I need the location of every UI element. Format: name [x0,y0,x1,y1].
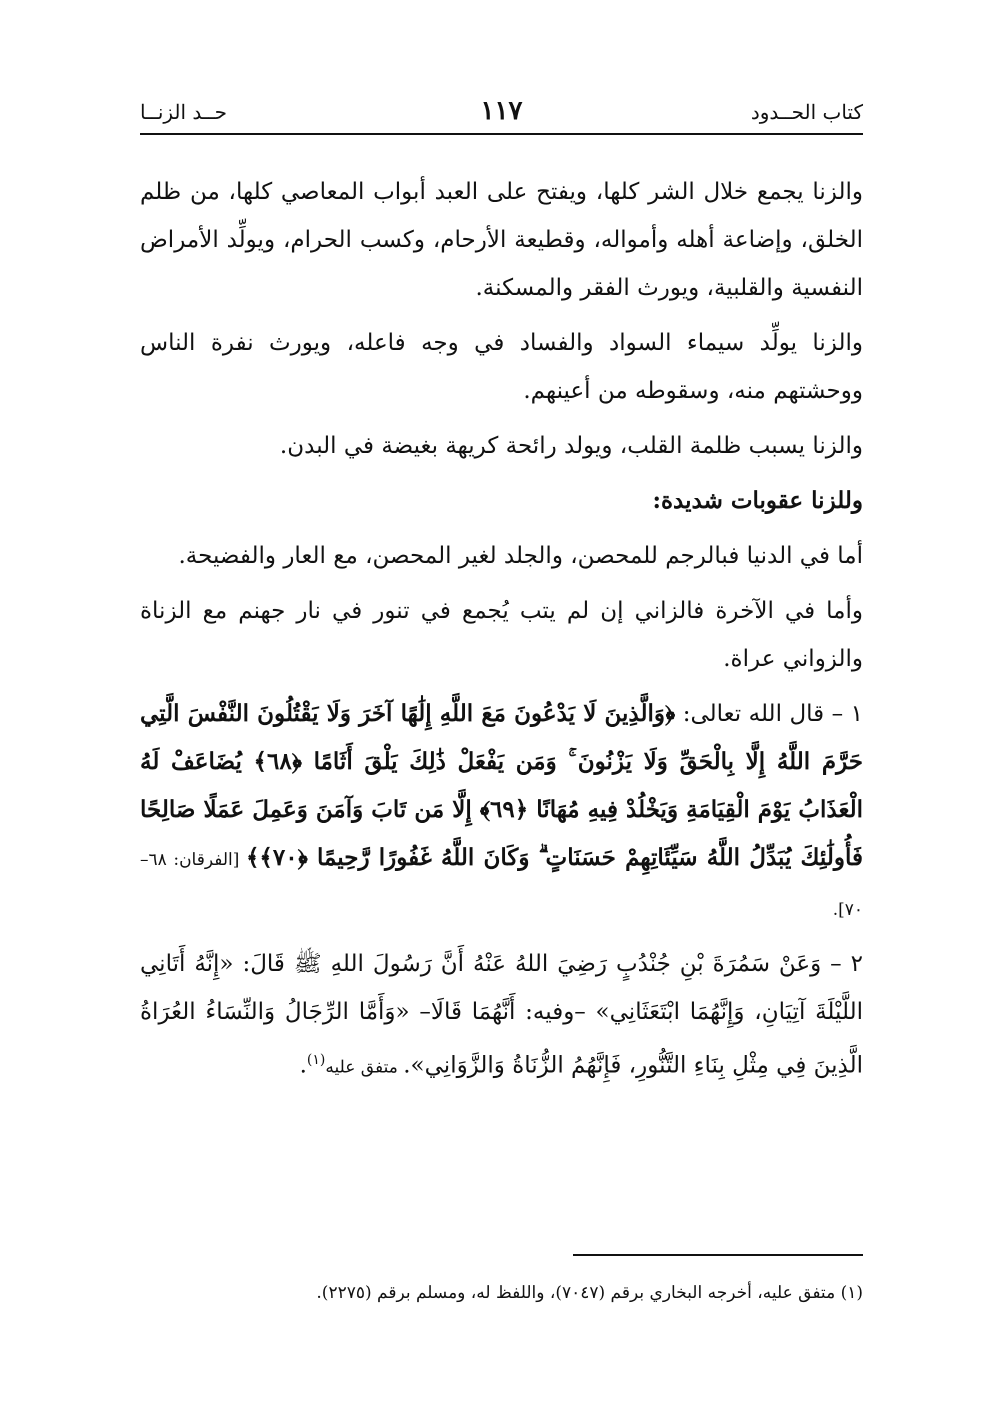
paragraph-2: والزنا يولِّد سيماء السواد والفساد في وجه فاعله، ويورث نفرة الناس ووحشتهم منه، وسقوطه من أعينهم. [140,330,863,404]
paragraph-5: وأما في الآخرة فالزاني إن لم يتب يُجمع في تنور في نار جهنم مع الزناة والزواني عراة. [140,598,863,672]
paragraph-1: والزنا يجمع خلال الشر كلها، ويفتح على العبد أبواب المعاصي كلها، من ظلم الخلق، وإضاعة أهله وأمواله، وقطيعة الأرحام، وكسب الحرام، ويولِّد الأمراض النفسية والقلبية، ويورث الفقر والمسكنة. [140,179,863,301]
surah-reference: [الفرقان: ٦٨–٧٠]. [140,850,863,920]
header-rule [140,133,863,135]
item-1-intro: ١ – قال الله تعالى: [675,701,863,727]
footnote: (١) متفق عليه، أخرجه البخاري برقم (٧٠٤٧)، واللفظ له، ومسلم برقم (٢٢٧٥). [316,1283,863,1303]
subheading: وللزنا عقوبات شديدة: [652,487,863,514]
footnote-rule [573,1254,863,1256]
item-1 [140,690,863,934]
main-content [140,168,863,1098]
book-title: كتاب الحــدود [750,100,863,124]
numbered-list [140,690,863,1092]
paragraph-4: أما في الدنيا فبالرجم للمحصن، والجلد لغير المحصن، مع العار والفضيحة. [178,543,863,569]
quran-verse: ﴿وَالَّذِينَ لَا يَدْعُونَ مَعَ اللَّهِ إِلَٰهًا آخَرَ وَلَا يَقْتُلُونَ النَّفْسَ الَّتِي حَرَّمَ اللَّهُ إِلَّا بِالْحَقِّ وَلَا يَزْنُونَ ۚ وَمَن يَفْعَلْ ذَٰلِكَ يَلْقَ أَثَامًا ﴿٦٨﴾ يُضَاعَفْ لَهُ الْعَذَابُ يَوْمَ الْقِيَامَةِ وَيَخْلُدْ فِيهِ مُهَانًا ﴿٦٩﴾ إِلَّا مَن تَابَ وَآمَنَ وَعَمِلَ عَمَلًا صَالِحًا فَأُولَٰئِكَ يُبَدِّلُ اللَّهُ سَيِّئَاتِهِمْ حَسَنَاتٍ ۗ وَكَانَ اللَّهُ غَفُورًا رَّحِيمًا ﴿٧٠﴾﴾ [140,700,863,871]
paragraph-3: والزنا يسبب ظلمة القلب، ويولد رائحة كريهة بغيضة في البدن. [279,433,863,459]
section-title: حــد الزنــا [140,100,228,124]
hadith-text: ٢ – وَعَنْ سَمُرَةَ بْنِ جُنْدُبٍ رَضِيَ اللهُ عَنْهُ أَنَّ رَسُولَ اللهِ ﷺ قَالَ: «إِنَّهُ أَتَانِي اللَّيْلَةَ آتِيَانِ، وَإِنَّهُمَا ابْتَعَثَانِي» –وفيه: أَنَّهُمَا قَالَا– «وَأَمَّا الرِّجَالُ وَالنِّسَاءُ العُرَاةُ الَّذِينَ فِي مِثْلِ بِنَاءِ التَّنُّورِ، فَإِنَّهُمُ الزُّنَاةُ وَالزَّوَانِي». [140,951,863,1079]
item-2 [140,940,863,1092]
page-number: ١١٧ [480,96,523,126]
hadith-reference: متفق عليه [325,1057,404,1078]
page-header [140,96,863,132]
footnote-marker[interactable]: (١) [306,1052,326,1068]
hadith-end: . [299,1052,307,1079]
